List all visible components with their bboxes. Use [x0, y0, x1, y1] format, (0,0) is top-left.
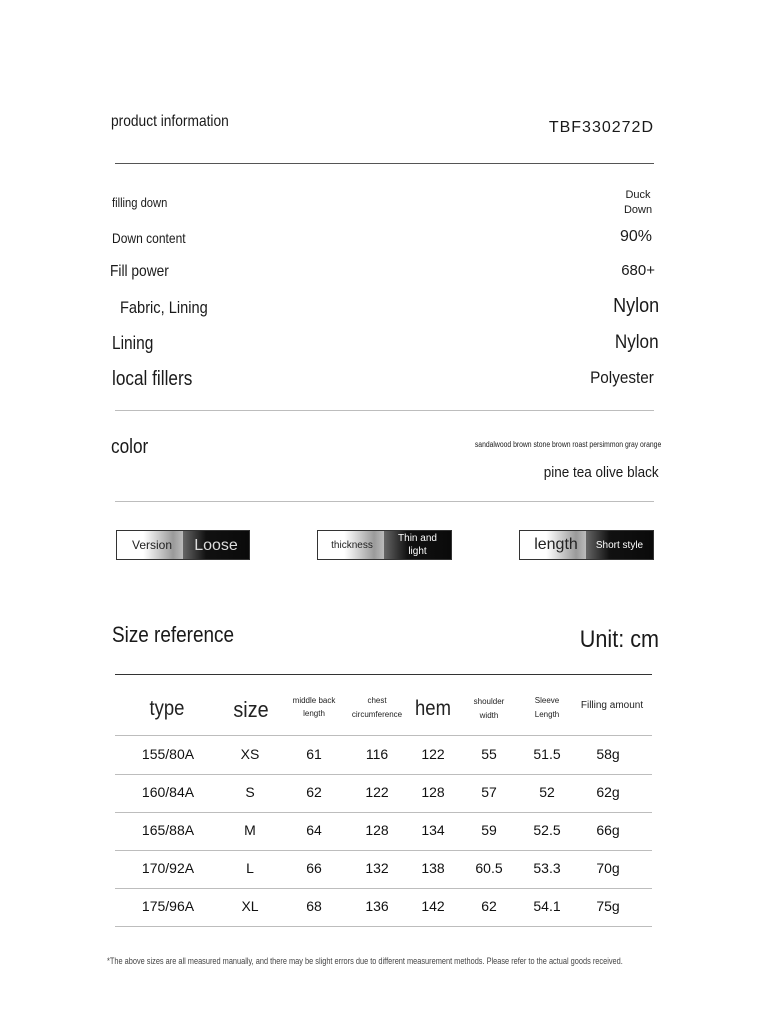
spec-label-local-fillers: local fillers	[112, 368, 193, 390]
table-cell: 52.5	[533, 822, 561, 838]
table-cell: 128	[421, 784, 445, 800]
table-cell: 66	[306, 860, 322, 876]
table-cell: 128	[365, 822, 389, 838]
table-cell: 138	[421, 860, 445, 876]
row-divider	[115, 850, 652, 851]
spec-value-down-content: 90%	[619, 228, 652, 245]
col-hem: hem	[415, 697, 451, 720]
row-divider	[115, 774, 652, 775]
col-sleeve-length: Sleeve Length	[534, 696, 560, 719]
col-filling-amount: Filling amount	[580, 700, 644, 711]
spec-label-fabric: Fabric, Lining	[120, 298, 208, 317]
table-cell: 75g	[596, 898, 620, 914]
table-cell: 55	[481, 746, 497, 762]
table-cell: 68	[306, 898, 322, 914]
table-cell: 62	[481, 898, 497, 914]
color-divider	[115, 501, 654, 502]
col-chest-circumference: chest circumference	[351, 696, 403, 719]
table-cell: 70g	[596, 860, 620, 876]
table-cell: M	[244, 822, 256, 838]
col-middle-back-length: middle back length	[292, 696, 336, 718]
spec-value-lining: Nylon	[615, 332, 659, 353]
row-divider	[115, 926, 652, 927]
table-cell: XS	[240, 746, 260, 762]
length-label: length	[534, 536, 578, 553]
row-divider	[115, 812, 652, 813]
size-divider	[115, 674, 652, 675]
footnote: *The above sizes are all measured manually, and there may be slight errors due to different measurement methods. Please refer to the actual goods received.	[107, 956, 623, 966]
table-cell: L	[246, 860, 254, 876]
table-cell: XL	[241, 898, 259, 914]
table-cell: 62g	[596, 784, 620, 800]
product-info-title: product information	[111, 113, 229, 130]
spec-label-filling: filling down	[112, 195, 168, 210]
spec-value-fabric: Nylon	[612, 295, 659, 317]
color-label: color	[111, 436, 149, 458]
table-cell: 51.5	[533, 746, 561, 762]
table-cell: 142	[421, 898, 445, 914]
table-cell: 170/92A	[141, 860, 195, 876]
table-cell: 54.1	[533, 898, 561, 914]
table-cell: 62	[306, 784, 322, 800]
table-cell: 116	[365, 746, 389, 762]
table-cell: 132	[365, 860, 389, 876]
table-cell: 134	[421, 822, 445, 838]
table-cell: 61	[306, 746, 322, 762]
specs-divider	[115, 410, 654, 411]
header-divider	[115, 163, 654, 164]
table-cell: 60.5	[475, 860, 503, 876]
version-slider	[116, 530, 250, 560]
size-unit: Unit: cm	[579, 626, 659, 653]
table-cell: S	[245, 784, 255, 800]
table-cell: 53.3	[533, 860, 561, 876]
thickness-slider	[317, 530, 452, 560]
spec-value-local-fillers: Polyester	[590, 368, 654, 387]
table-cell: 57	[481, 784, 497, 800]
spec-label-down-content: Down content	[112, 230, 186, 246]
color-options-line1: sandalwood brown stone brown roast persimmon gray orange	[474, 440, 661, 449]
spec-value-fill-power: 680+	[621, 262, 655, 279]
table-cell: 66g	[596, 822, 620, 838]
version-label: Version	[131, 538, 173, 552]
table-cell: 160/84A	[141, 784, 195, 800]
thickness-label: thickness	[331, 539, 373, 551]
table-cell: 59	[481, 822, 497, 838]
thickness-value: Thin and light	[398, 533, 437, 557]
table-cell: 175/96A	[141, 898, 195, 914]
length-value: Short style	[595, 539, 644, 551]
table-cell: 122	[365, 784, 389, 800]
table-cell: 165/88A	[141, 822, 195, 838]
table-cell: 52	[539, 784, 555, 800]
version-value: Loose	[194, 536, 238, 554]
table-cell: 122	[421, 746, 445, 762]
spec-value-filling: Duck Down	[623, 189, 653, 216]
table-cell: 58g	[596, 746, 620, 762]
spec-label-lining: Lining	[112, 333, 154, 353]
col-size: size	[233, 697, 269, 722]
size-reference-title: Size reference	[112, 622, 234, 647]
table-header-divider	[115, 735, 652, 736]
length-slider	[519, 530, 654, 560]
table-cell: 136	[365, 898, 389, 914]
table-cell: 64	[306, 822, 322, 838]
col-type: type	[149, 697, 185, 720]
product-code: TBF330272D	[548, 119, 654, 136]
spec-label-fill-power: Fill power	[110, 263, 169, 280]
col-shoulder-width: shoulder width	[473, 697, 505, 720]
row-divider	[115, 888, 652, 889]
table-cell: 155/80A	[141, 746, 195, 762]
color-options-line2: pine tea olive black	[544, 464, 659, 481]
